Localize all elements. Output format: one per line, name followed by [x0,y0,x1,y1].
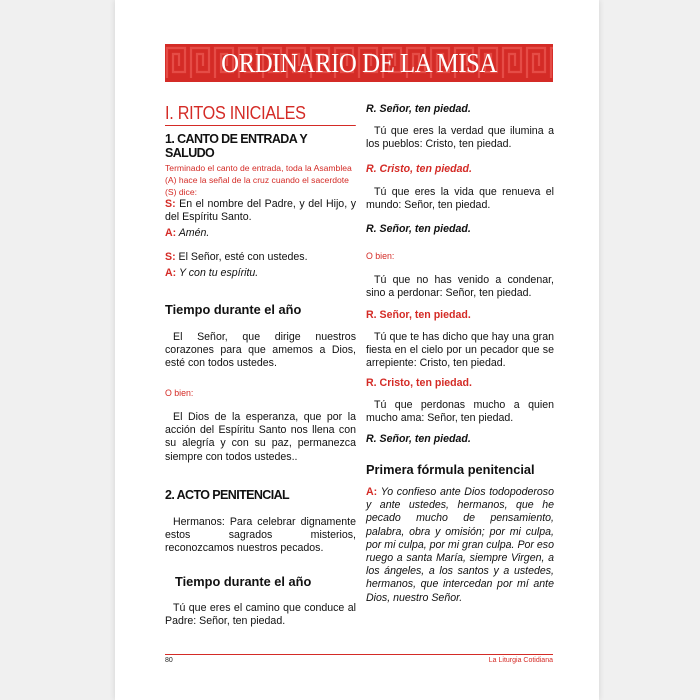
speaker-label: S: [165,251,176,263]
heading-tiempo: Tiempo durante el año [165,302,302,317]
response-line: R. Cristo, ten piedad. [366,377,472,389]
dialogue-line [165,198,356,224]
paragraph: El Dios de la esperanza, que por la acción del Espíritu Santo nos llena con su alegría y con su paz, permanezca siempre con todos ustedes.. [165,411,356,463]
response-line: R. Cristo, ten piedad. [366,163,472,175]
invocation: Tú que eres la vida que renueva el mundo: Señor, ten piedad. [366,186,554,212]
subheading-acto: 2. ACTO PENITENCIAL [165,488,290,502]
response-line: R. Señor, ten piedad. [366,223,471,235]
dialogue-line [165,267,356,280]
invocation: Tú que te has dicho que hay una gran fiesta en el cielo por un pecador que se arrepiente: Cristo, ten piedad. [366,331,554,370]
obien-label: O bien: [366,251,395,261]
heading-tiempo-2: Tiempo durante el año [175,574,312,589]
page-title: ORDINARIO DE LA MISA [221,47,497,78]
paragraph: Hermanos: Para celebrar dignamente estos sagrados misterios, reconozcamos nuestros pecados. [165,516,356,555]
invocation: Tú que eres la verdad que ilumina a los pueblos: Cristo, ten piedad. [366,125,554,151]
response-line: R. Señor, ten piedad. [366,433,471,445]
speaker-label: A: [165,227,177,240]
book-title: La Liturgia Cotidiana [488,657,553,664]
paragraph: El Señor, que dirige nuestros corazones para que amemos a Dios, esté con todos ustedes. [165,331,356,370]
paragraph: Tú que eres el camino que conduce al Padre: Señor, ten piedad. [165,602,356,628]
title-banner [165,44,553,82]
response-line: R. Señor, ten piedad. [366,309,471,321]
left-column [165,98,356,638]
dialogue-line [165,251,356,264]
heading-primera-formula: Primera fórmula penitencial [366,462,535,477]
obien-label: O bien: [165,388,194,398]
response-line: R. Señor, ten piedad. [366,103,471,115]
confiteor-paragraph: A: Yo confieso ante Dios todopoderoso y ante ustedes, hermanos, que he pecado mucho de pensamiento, palabra, obra y omisión; por mi culpa, por mi culpa, por mi gran culpa. Por eso ruego a santa María, siempre Virgen, a los ángeles, a los santos y a ustedes, hermanos, que intercedan por mí ante Dios, nuestro Señor. [366,486,554,604]
dialogue-line [165,227,356,240]
dialogue-text: El Señor, esté con ustedes. [175,251,308,263]
dialogue-text: Amén. [176,227,210,240]
invocation: Tú que perdonas mucho a quien mucho ama: Señor, ten piedad. [366,399,554,425]
page-number: 80 [165,657,173,664]
page-footer [165,654,553,664]
invocation: Tú que no has venido a condenar, sino a perdonar: Señor, ten piedad. [366,274,554,300]
subheading-canto: 1. CANTO DE ENTRADA Y SALUDO [165,132,307,160]
dialogue-text: En el nombre del Padre, y del Hijo, y del Espíritu Santo. [165,198,356,224]
rubric-text: Terminado el canto de entrada, toda la Asamblea (A) hace la señal de la cruz cuando el sacerdote (S) dice: [165,163,352,197]
right-column [366,98,554,638]
dialogue-text: Y con tu espíritu. [176,267,259,280]
speaker-label: S: [165,198,176,210]
book-page [115,0,599,700]
section-heading-ritos: I. RITOS INICIALES [165,103,356,126]
speaker-label: A: [165,267,177,280]
